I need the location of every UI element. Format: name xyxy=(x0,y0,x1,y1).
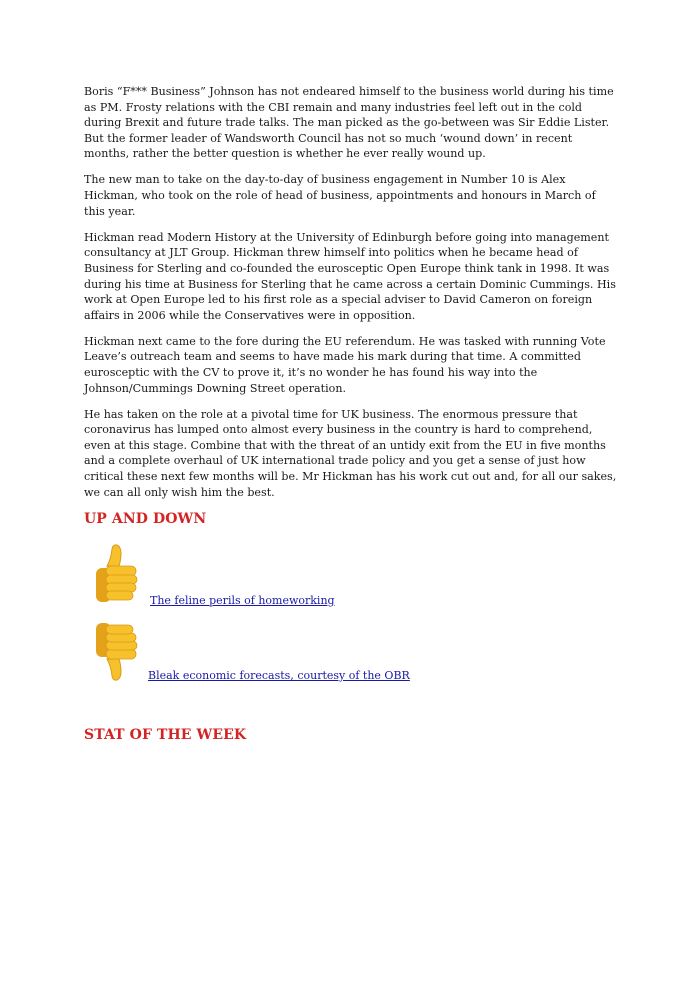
paragraph: Boris “F*** Business” Johnson has not endeared himself to the business world during his time as PM. Frosty relations with the CBI remain and many industries feel left out in the cold during Brexit and future trade talks. The man picked as the go-between was Sir Eddie Lister. But the former leader of Wandsworth Council has not so much ‘wound down’ in recent months, rather the better question is whether he ever really wound up. xyxy=(84,85,614,161)
paragraph: Hickman next came to the fore during the EU referendum. He was tasked with running Vote Leave’s outreach team and seems to have made his mark during that time. A committed eurosceptic with the CV to prove it, it’s no wonder he has found his way into the Johnson/Cummings Downing Street operation. xyxy=(84,334,606,395)
down-item-link[interactable]: Bleak economic forecasts, courtesy of the OBR xyxy=(148,669,410,682)
paragraph: The new man to take on the day-to-day of business engagement in Number 10 is Alex Hickman, who took on the role of head of business, appointments and honours in March of this year. xyxy=(84,173,596,218)
stat-of-the-week-heading: STAT OF THE WEEK xyxy=(84,727,247,743)
article-body xyxy=(84,84,618,511)
paragraph: Hickman read Modern History at the University of Edinburgh before going into management consultancy at JLT Group. Hickman threw himself into politics when he became head of Business for Sterling and co-founded the eurosceptic Open Europe think tank in 1998. It was during his time at Business for Sterling that he came across a certain Dominic Cummings. His work at Open Europe led to his first role as a special adviser to David Cameron on foreign affairs in 2006 while the Conservatives were in opposition. xyxy=(84,230,616,322)
up-item-link[interactable]: The feline perils of homeworking xyxy=(150,594,335,607)
thumbs-down-icon xyxy=(92,620,140,682)
paragraph: He has taken on the role at a pivotal time for UK business. The enormous pressure that coronavirus has lumped onto almost every business in the country is hard to comprehend, even at this stage. Combine that with the threat of an untidy exit from the EU in five months and a complete overhaul of UK international trade policy and you get a sense of just how critical these next few months will be. Mr Hickman has his work cut out and, for all our sakes, we can all only wish him the best. xyxy=(84,407,617,499)
up-and-down-heading: UP AND DOWN xyxy=(84,511,207,527)
thumbs-up-icon xyxy=(92,543,140,605)
